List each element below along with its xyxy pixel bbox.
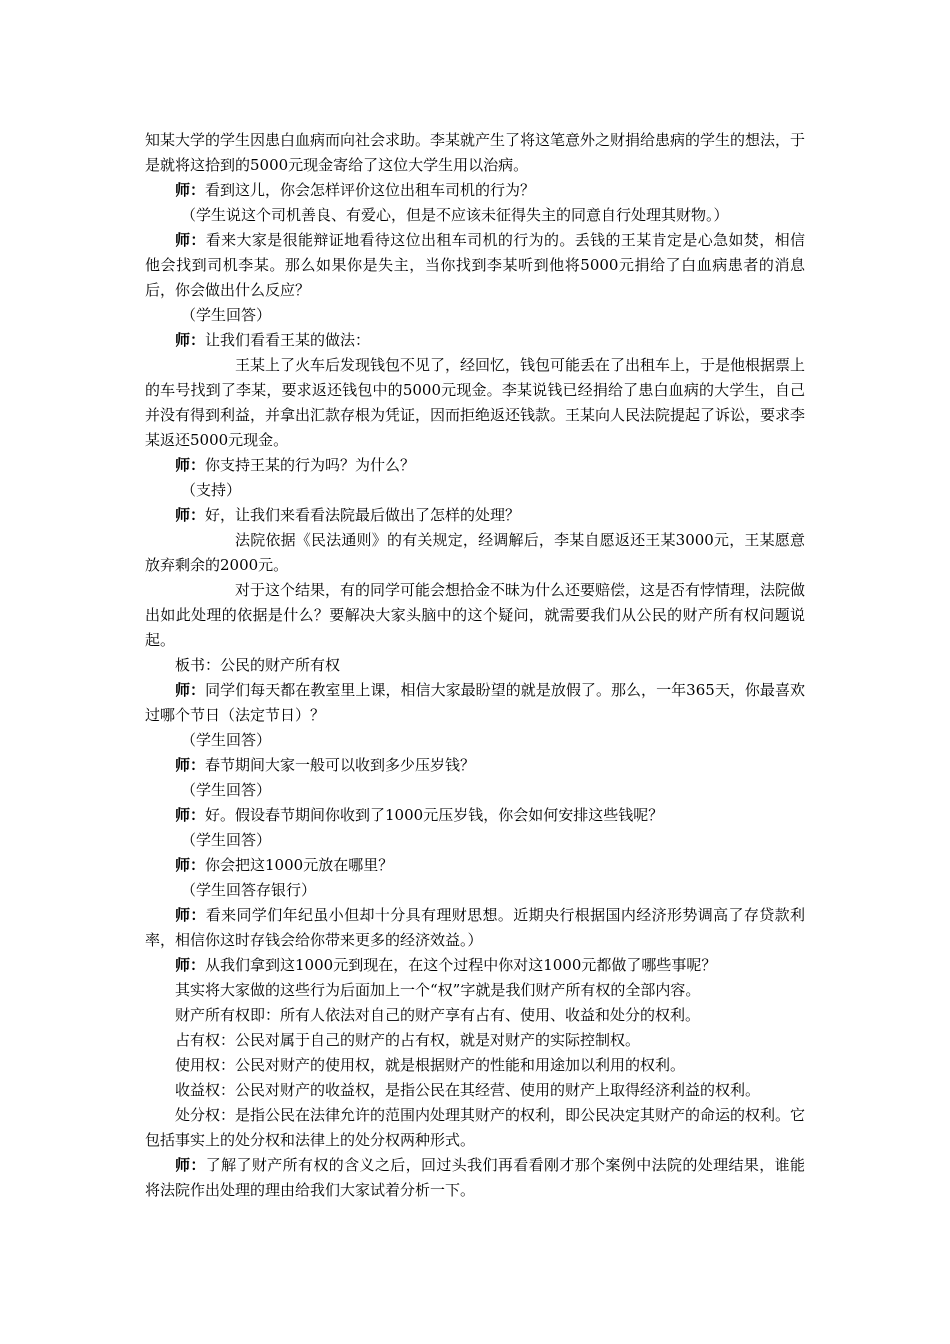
paragraph-p2 <box>145 178 805 203</box>
teacher-label: 师： <box>175 906 206 924</box>
paragraph-p1: 知某大学的学生因患白血病而向社会求助。李某就产生了将这笔意外之财捐给患病的学生的想法，于是就将这拾到的5000元现金寄给了这位大学生用以治病。 <box>145 131 806 174</box>
paragraph-text: 了解了财产所有权的含义之后，回过头我们再看看刚才那个案例中法院的处理结果，谁能将法院作出处理的理由给我们大家试着分析一下。 <box>145 1156 805 1199</box>
paragraph-p28: 收益权：公民对财产的收益权，是指公民在其经营、使用的财产上取得经济利益的权利。 <box>175 1081 761 1099</box>
paragraph-p24: 其实将大家做的这些行为后面加上一个“权”字就是我们财产所有权的全部内容。 <box>175 981 701 999</box>
paragraph-p13: 板书：公民的财产所有权 <box>175 656 341 674</box>
paragraph-p16 <box>145 753 805 778</box>
paragraph-p15: （学生回答） <box>181 731 272 749</box>
teacher-label: 师： <box>175 856 206 874</box>
paragraph-text: 看来大家是很能辩证地看待这位出租车司机的行为的。丢钱的王某肯定是心急如焚，相信他会找到司机李某。那么如果你是失主，当你找到李某听到他将5000元捐给了白血病患者的消息后，你会做出什么反应？ <box>145 231 805 299</box>
paragraph-text: 看到这儿，你会怎样评价这位出租车司机的行为？ <box>205 181 536 199</box>
paragraph-text: 春节期间大家一般可以收到多少压岁钱？ <box>205 756 476 774</box>
teacher-label: 师： <box>175 506 206 524</box>
paragraph-p6 <box>145 328 805 353</box>
paragraph-p19: （学生回答） <box>181 831 272 849</box>
paragraph-p20 <box>145 853 805 878</box>
teacher-label: 师： <box>175 806 206 824</box>
paragraph-p26: 占有权：公民对属于自己的财产的占有权，就是对财产的实际控制权。 <box>175 1031 641 1049</box>
paragraph-p23 <box>145 953 805 978</box>
teacher-label: 师： <box>175 231 206 249</box>
paragraph-p7: 王某上了火车后发现钱包不见了，经回忆，钱包可能丢在了出租车上，于是他根据票上的车号找到了李某，要求返还钱包中的5000元现金。李某说钱已经捐给了患白血病的大学生，自己并没有得到利益，并拿出汇款存根为凭证，因而拒绝返还钱款。王某向人民法院提起了诉讼，要求李某返还5000元现金。 <box>145 356 806 449</box>
document-body <box>145 128 805 1203</box>
paragraph-text: 好。假设春节期间你收到了1000元压岁钱，你会如何安排这些钱呢？ <box>205 806 664 824</box>
paragraph-p17: （学生回答） <box>181 781 272 799</box>
paragraph-p11: 法院依据《民法通则》的有关规定，经调解后，李某自愿返还王某3000元，王某愿意放弃剩余的2000元。 <box>145 531 805 574</box>
teacher-label: 师： <box>175 756 206 774</box>
paragraph-text: 让我们看看王某的做法： <box>205 331 371 349</box>
paragraph-p27: 使用权：公民对财产的使用权，就是根据财产的性能和用途加以利用的权利。 <box>175 1056 686 1074</box>
paragraph-p8 <box>145 453 805 478</box>
paragraph-text: 你会把这1000元放在哪里？ <box>205 856 394 874</box>
paragraph-p12: 对于这个结果，有的同学可能会想拾金不昧为什么还要赔偿，这是否有悖情理，法院做出如此处理的依据是什么？要解决大家头脑中的这个疑问，就需要我们从公民的财产所有权问题说起。 <box>145 581 806 649</box>
paragraph-text: 同学们每天都在教室里上课，相信大家最盼望的就是放假了。那么，一年365天，你最喜欢过哪个节日（法定节日）？ <box>145 681 805 724</box>
teacher-label: 师： <box>175 456 206 474</box>
paragraph-text: 从我们拿到这1000元到现在，在这个过程中你对这1000元都做了哪些事呢？ <box>205 956 717 974</box>
paragraph-p30 <box>145 1153 805 1203</box>
paragraph-p18 <box>145 803 805 828</box>
teacher-label: 师： <box>175 181 206 199</box>
paragraph-text: 好，让我们来看看法院最后做出了怎样的处理？ <box>205 506 521 524</box>
paragraph-p21: （学生回答存银行） <box>181 881 317 899</box>
paragraph-p25: 财产所有权即：所有人依法对自己的财产享有占有、使用、收益和处分的权利。 <box>175 1006 701 1024</box>
paragraph-p3: （学生说这个司机善良、有爱心，但是不应该未征得失主的同意自行处理其财物。） <box>181 206 729 224</box>
paragraph-p10 <box>145 503 805 528</box>
teacher-label: 师： <box>175 956 206 974</box>
paragraph-p5: （学生回答） <box>181 306 272 324</box>
teacher-label: 师： <box>175 681 206 699</box>
teacher-label: 师： <box>175 331 206 349</box>
paragraph-p14 <box>145 678 805 728</box>
paragraph-p9: （支持） <box>181 481 242 499</box>
paragraph-p29: 处分权：是指公民在法律允许的范围内处理其财产的权利，即公民决定其财产的命运的权利。它包括事实上的处分权和法律上的处分权两种形式。 <box>145 1106 806 1149</box>
paragraph-p22 <box>145 903 805 953</box>
teacher-label: 师： <box>175 1156 206 1174</box>
paragraph-text: 你支持王某的行为吗？为什么？ <box>205 456 416 474</box>
paragraph-text: 看来同学们年纪虽小但却十分具有理财思想。近期央行根据国内经济形势调高了存贷款利率，相信你这时存钱会给你带来更多的经济效益。） <box>145 906 805 949</box>
paragraph-p4 <box>145 228 805 303</box>
